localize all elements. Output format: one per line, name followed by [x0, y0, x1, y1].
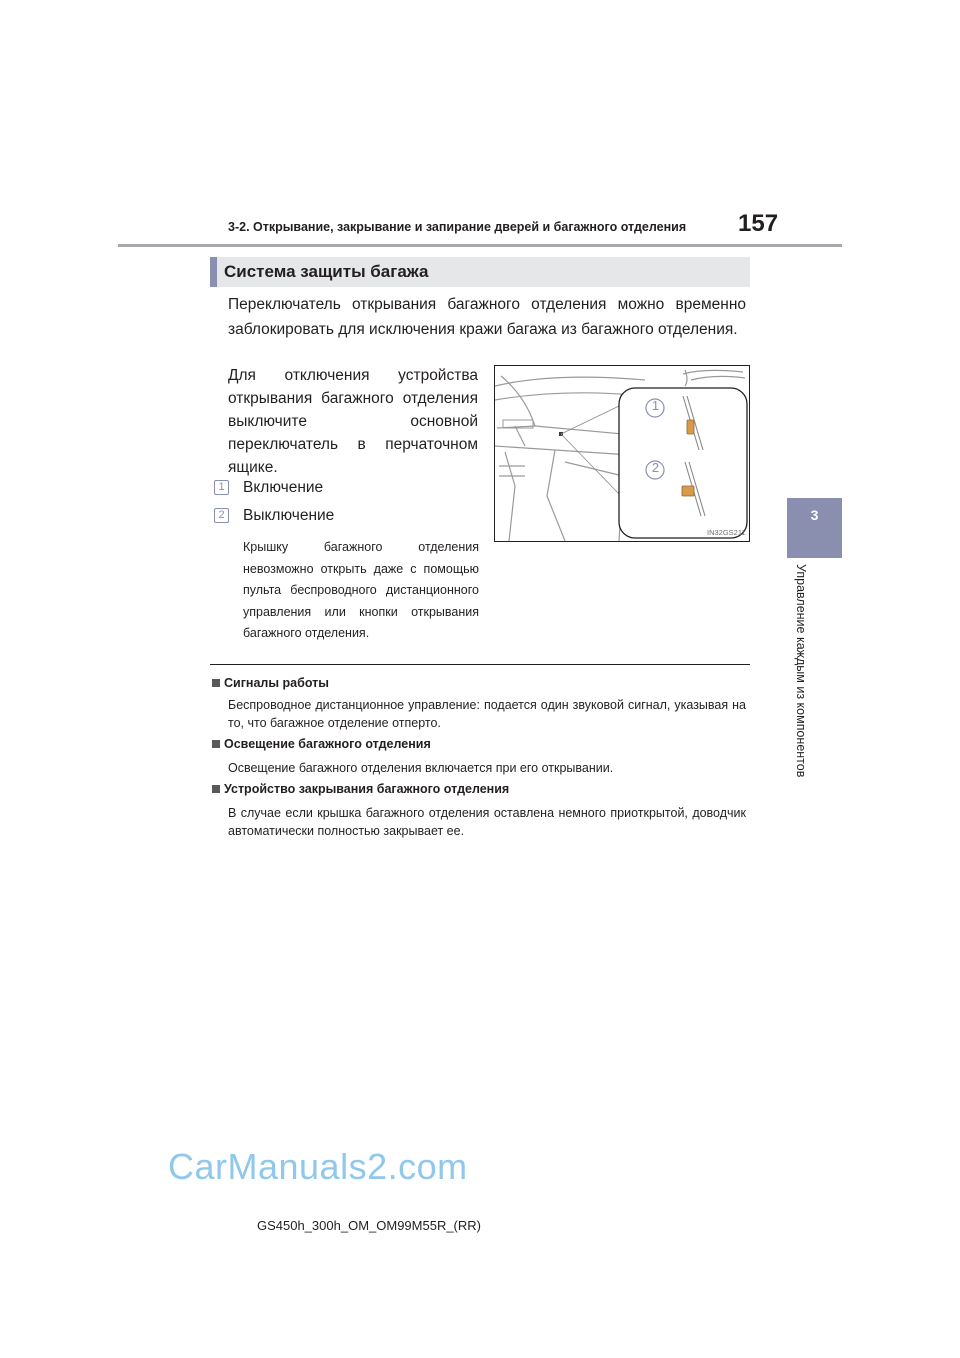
bullet-heading-lighting — [212, 737, 431, 751]
bullet-square-icon — [212, 785, 220, 793]
item-marker-1: 1 — [214, 480, 229, 495]
chapter-side-label: Управление каждым из компонентов — [794, 564, 808, 778]
figure-callout-1: 1 — [651, 398, 660, 413]
glovebox-drawing — [495, 366, 749, 541]
item-label-on: Включение — [243, 479, 324, 496]
instruction-paragraph: Для отключения устройства открывания багажного отделения выключите основной переключатель в перчаточном ящике. — [228, 367, 478, 476]
bullet-title: Сигналы работы — [224, 676, 329, 690]
intro-paragraph: Переключатель открывания багажного отделения можно временно заблокировать для исключения кражи багажа из багажного отделения. — [228, 296, 746, 338]
bullet-heading-signals — [212, 676, 329, 690]
item-marker-2: 2 — [214, 508, 229, 523]
page-number: 157 — [738, 210, 779, 237]
section-separator — [210, 664, 750, 665]
bullet-body-closer: В случае если крышка багажного отделения оставлена немного приоткрытой, доводчик автоматически полностью закрывает ее. — [228, 806, 746, 838]
bullet-body-signals: Беспроводное дистанционное управление: подается один звуковой сигнал, указывая на то, что багажное отделение отперто. — [228, 698, 746, 730]
chapter-side-label-wrap — [786, 564, 816, 814]
bullet-square-icon — [212, 679, 220, 687]
item-label-off: Выключение — [243, 507, 335, 524]
bullet-title: Освещение багажного отделения — [224, 737, 431, 751]
bullet-title: Устройство закрывания багажного отделения — [224, 782, 510, 796]
section-title: Система защиты багажа — [224, 262, 429, 281]
figure-callout-2: 2 — [651, 460, 660, 475]
bullet-square-icon — [212, 740, 220, 748]
section-header-accent — [210, 257, 217, 287]
header-title: 3-2. Открывание, закрывание и запирание дверей и багажного отделения — [228, 220, 687, 234]
bullet-heading-closer — [212, 782, 509, 796]
watermark-logo: CarManuals2.com — [168, 1146, 468, 1187]
figure-code: IN32GS211 — [707, 528, 746, 537]
glovebox-illustration — [494, 365, 750, 542]
header-rule — [118, 244, 842, 247]
bullet-body-lighting: Освещение багажного отделения включается при его открывании. — [228, 761, 614, 775]
chapter-tab-number: 3 — [810, 507, 819, 523]
footer-doc-code: GS450h_300h_OM_OM99M55R_(RR) — [257, 1218, 481, 1233]
note-paragraph: Крышку багажного отделения невозможно открыть даже с помощью пульта беспроводного дистанционного управления или кнопки открывания багажного отделения. — [243, 540, 479, 640]
